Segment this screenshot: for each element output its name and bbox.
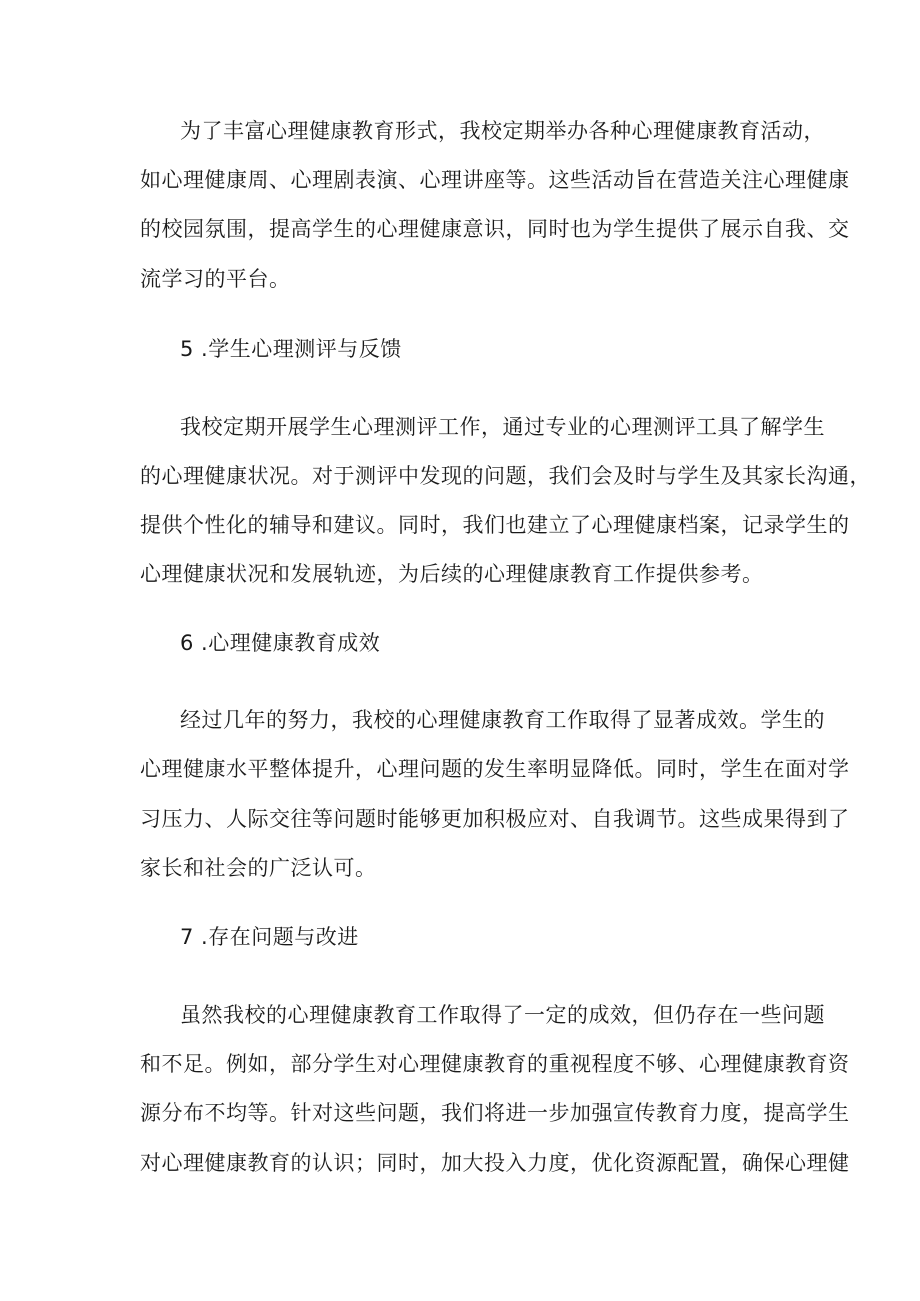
paragraph-activities-line-4: 流学习的平台。	[140, 267, 291, 291]
section-6-line-4: 家长和社会的广泛认可。	[140, 856, 377, 880]
section-6-line-2: 心理健康水平整体提升，心理问题的发生率明显降低。同时，学生在面对学	[140, 757, 850, 781]
paragraph-activities-line-2: 如心理健康周、心理剧表演、心理讲座等。这些活动旨在营造关注心理健康	[140, 168, 850, 192]
section-6-line-3: 习压力、人际交往等问题时能够更加积极应对、自我调节。这些成果得到了	[140, 807, 850, 831]
paragraph-activities-line-1: 为了丰富心理健康教育形式，我校定期举办各种心理健康教育活动，	[180, 119, 825, 143]
section-7-heading: 7 .存在问题与改进	[180, 925, 359, 949]
section-6-line-1: 经过几年的努力，我校的心理健康教育工作取得了显著成效。学生的	[180, 708, 825, 732]
section-7-line-2: 和不足。例如，部分学生对心理健康教育的重视程度不够、心理健康教育资	[140, 1052, 850, 1076]
section-5-line-3: 提供个性化的辅导和建议。同时，我们也建立了心理健康档案，记录学生的	[140, 513, 850, 537]
section-5-line-2: 的心理健康状况。对于测评中发现的问题，我们会及时与学生及其家长沟通，	[140, 464, 871, 488]
section-5-line-1: 我校定期开展学生心理测评工作，通过专业的心理测评工具了解学生	[180, 415, 825, 439]
section-7-line-1: 虽然我校的心理健康教育工作取得了一定的成效，但仍存在一些问题	[180, 1003, 825, 1027]
paragraph-activities-line-3: 的校园氛围，提高学生的心理健康意识，同时也为学生提供了展示自我、交	[140, 217, 850, 241]
section-7-line-3: 源分布不均等。针对这些问题，我们将进一步加强宣传教育力度，提高学生	[140, 1101, 850, 1125]
section-5-line-4: 心理健康状况和发展轨迹，为后续的心理健康教育工作提供参考。	[140, 562, 764, 586]
section-5-heading: 5 .学生心理测评与反馈	[180, 337, 402, 361]
section-6-heading: 6 .心理健康教育成效	[180, 631, 381, 655]
section-7-line-4: 对心理健康教育的认识；同时，加大投入力度，优化资源配置，确保心理健	[140, 1151, 850, 1175]
